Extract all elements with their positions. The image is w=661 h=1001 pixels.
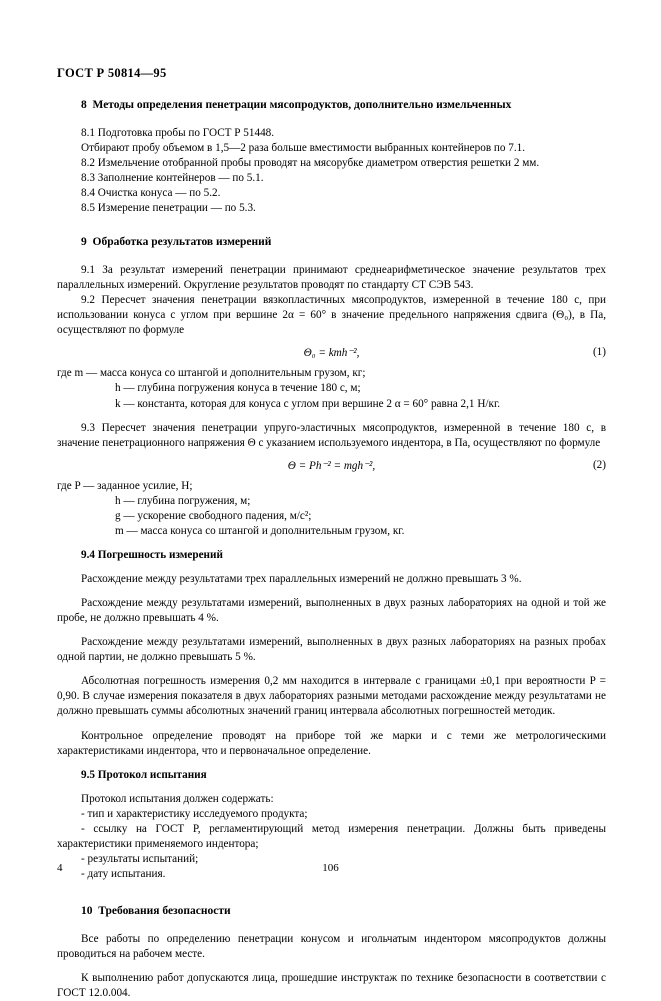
paragraph-8-1: 8.1 Подготовка пробы по ГОСТ Р 51448. xyxy=(81,126,275,139)
section-10-paragraphs xyxy=(57,932,606,1001)
section-8-paragraphs xyxy=(57,126,606,216)
section-9-title: Обработка результатов измерений xyxy=(92,236,272,249)
paragraph-9-3: 9.3 Пересчет значения пенетрации упруго-эластичных мясопродуктов, измеренной в течение 180 с, в значение пенетрационного напряжения Θ с указанием используемого индентора, в Па, осуществляют по формуле xyxy=(57,421,606,449)
section-10-title: Требования безопасности xyxy=(98,905,231,918)
section-10 xyxy=(57,904,606,920)
formula-2-number: (2) xyxy=(592,458,606,471)
formula-2-legend-item: g — ускорение свободного падения, м/с²; xyxy=(115,509,312,522)
subsection-9-5-heading: 9.5 Протокол испытания xyxy=(81,768,207,781)
formula-2: Θ = Ph⁻² = mgh⁻², xyxy=(287,459,376,472)
paragraph-9-1: 9.1 За результат измерений пенетрации принимают среднеарифметическое значение результатов трех параллельных измерений. Округление результатов проводят по стандарту СТ СЭВ 543. xyxy=(57,264,606,292)
formula-2-legend xyxy=(57,479,606,539)
paragraph-8-2: 8.2 Измельчение отобранной пробы проводят на мясорубке диаметром отверстия решетки 2 мм. xyxy=(81,156,540,169)
section-9-number: 9 xyxy=(81,236,87,249)
paragraph-9-4-4: Абсолютная погрешность измерения 0,2 мм находится в интервале с границами ±0,1 при вероятности P = 0,90. В случае измерения показателя в двух лабораториях разными методами расхождение между результатами не должно превышать суммы абсолютных значений границ интервала абсолютных погрешностей методик. xyxy=(57,675,606,718)
subsection-9-4-heading: 9.4 Погрешность измерений xyxy=(81,548,223,561)
page-header: ГОСТ Р 50814—95 xyxy=(57,66,167,80)
paragraph-9-5-intro: Протокол испытания должен содержать: xyxy=(81,792,274,805)
formula-1-legend xyxy=(57,366,606,411)
list-item-9-5-2: - ссылку на ГОСТ Р, регламентирующий метод измерения пенетрации. Должны быть приведены характеристики применяемого индентора; xyxy=(57,822,606,850)
list-item-9-5-3: - результаты испытаний; xyxy=(81,852,199,865)
formula-1-legend-item: k — константа, которая для конуса с углом при вершине 2 α = 60° равна 2,1 Н/кг. xyxy=(115,397,501,410)
paragraph-8-3: 8.3 Заполнение контейнеров — по 5.1. xyxy=(81,172,264,185)
paragraph-8-4: 8.4 Очистка конуса — по 5.2. xyxy=(81,187,221,200)
footer-page-number-left: 4 xyxy=(57,862,63,874)
paragraph-10-2: К выполнению работ допускаются лица, прошедшие инструктаж по технике безопасности в соответствии с ГОСТ 12.0.004. xyxy=(57,972,606,1000)
section-9-heading xyxy=(81,235,606,251)
list-item-9-5-1: - тип и характеристику исследуемого продукта; xyxy=(81,807,308,820)
paragraph-8-5: 8.5 Измерение пенетрации — по 5.3. xyxy=(81,202,256,215)
section-8-number: 8 xyxy=(81,99,87,111)
section-9 xyxy=(57,235,606,251)
paragraph-9-2: 9.2 Пересчет значения пенетрации вязкопластичных мясопродуктов, измеренной в течение 180 с, при использовании конуса с углом при вершине 2α = 60° в значение предельного напряжения сдвига (Θ₀), в Па, осуществляют по формуле xyxy=(57,294,606,337)
formula-2-row xyxy=(57,459,606,472)
list-item-9-5-4: - дату испытания. xyxy=(81,868,166,881)
paragraph-9-4-1: Расхождение между результатами трех параллельных измерений не должно превышать 3 %. xyxy=(81,573,522,586)
section-8-title: Методы определения пенетрации мясопродуктов, дополнительно измельченных xyxy=(92,99,512,111)
formula-2-legend-item: m — масса конуса со штангой и дополнительным грузом, кг. xyxy=(115,524,405,537)
footer-page-number-center: 106 xyxy=(322,862,339,874)
paragraph-9-4-3: Расхождение между результатами измерений, выполненных в двух разных лабораториях на разных пробах одной партии, не должно превышать 5 %. xyxy=(57,636,606,664)
formula-1-row xyxy=(57,346,606,359)
paragraph-10-1: Все работы по определению пенетрации конусом и игольчатым индентором мясопродуктов должны проводиться на рабочем месте. xyxy=(57,932,606,961)
section-9-content xyxy=(57,263,606,882)
formula-1-number: (1) xyxy=(592,346,606,359)
formula-1-legend-intro: где m — масса конуса со штангой и дополнительным грузом, кг; xyxy=(57,367,366,380)
section-8-heading xyxy=(81,98,606,114)
paragraph-9-4-5: Контрольное определение проводят на приборе той же марки и с теми же метрологическими характеристиками индентора, что и первоначальное определение. xyxy=(57,729,606,757)
formula-1-legend-item: h — глубина погружения конуса в течение 180 с, м; xyxy=(115,382,361,395)
section-10-heading xyxy=(81,904,606,920)
formula-1: Θ₀ = kmh⁻², xyxy=(303,347,360,360)
formula-2-legend-item: h — глубина погружения, м; xyxy=(115,494,251,507)
section-10-number: 10 xyxy=(81,905,93,918)
formula-2-legend-intro: где P — заданное усилие, Н; xyxy=(57,479,193,492)
section-8 xyxy=(57,98,606,114)
paragraph-8-1-note: Отбирают пробу объемом в 1,5—2 раза больше вместимости выбранных контейнеров по 7.1. xyxy=(81,141,526,154)
paragraph-9-4-2: Расхождение между результатами измерений, выполненных в двух разных лабораториях на одной и той же пробе, не должно превышать 4 %. xyxy=(57,597,606,625)
